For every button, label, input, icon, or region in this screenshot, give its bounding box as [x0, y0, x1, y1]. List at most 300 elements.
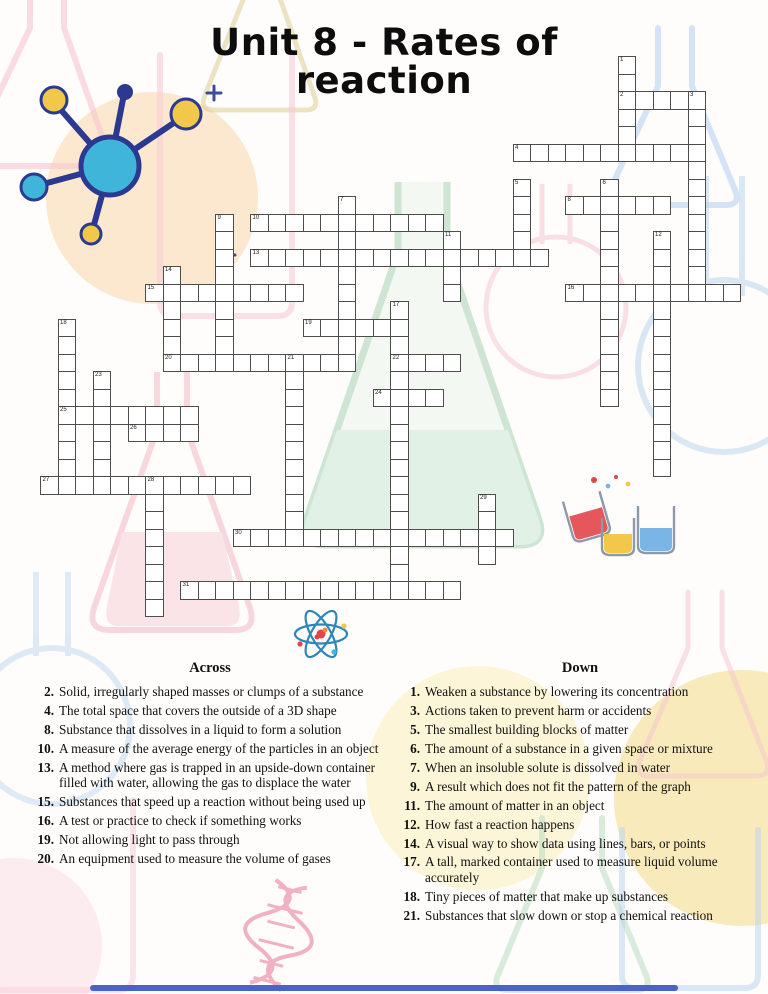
grid-cell[interactable]	[58, 336, 77, 355]
grid-cell[interactable]	[618, 284, 637, 303]
grid-cell[interactable]	[303, 529, 322, 548]
grid-cell[interactable]	[355, 319, 374, 338]
grid-cell[interactable]	[93, 424, 112, 443]
grid-cell[interactable]	[58, 371, 77, 390]
grid-cell[interactable]	[373, 319, 392, 338]
grid-cell[interactable]	[250, 581, 269, 600]
grid-cell[interactable]	[600, 389, 619, 408]
grid-cell[interactable]	[408, 249, 427, 268]
grid-cell[interactable]	[268, 284, 287, 303]
grid-cell[interactable]	[373, 389, 392, 408]
grid-cell[interactable]	[478, 546, 497, 565]
grid-cell[interactable]	[425, 529, 444, 548]
grid-cell[interactable]	[530, 144, 549, 163]
grid-cell[interactable]	[58, 354, 77, 373]
grid-cell[interactable]	[180, 476, 199, 495]
grid-cell[interactable]	[145, 581, 164, 600]
down-header: Down	[561, 660, 599, 676]
grid-cell[interactable]	[145, 406, 164, 425]
grid-cell[interactable]	[338, 231, 357, 250]
grid-cell[interactable]	[408, 389, 427, 408]
grid-cell[interactable]	[320, 249, 339, 268]
grid-cell[interactable]	[390, 371, 409, 390]
grid-cell[interactable]	[163, 354, 182, 373]
grid-cell[interactable]	[390, 441, 409, 460]
grid-cell[interactable]	[390, 424, 409, 443]
grid-cell[interactable]	[233, 476, 252, 495]
clue-number: 21.	[403, 907, 420, 923]
grid-cell[interactable]	[513, 179, 532, 198]
grid-cell[interactable]	[320, 214, 339, 233]
grid-cell[interactable]	[268, 249, 287, 268]
grid-cell[interactable]	[478, 529, 497, 548]
grid-cell[interactable]	[233, 354, 252, 373]
grid-cell[interactable]	[338, 284, 357, 303]
grid-cell[interactable]	[670, 284, 689, 303]
clue-item	[400, 741, 760, 756]
grid-cell[interactable]	[600, 319, 619, 338]
grid-cell[interactable]	[338, 266, 357, 285]
clue-text: Solid, irregularly shaped masses or clumps of a substance	[59, 684, 364, 699]
grid-cell[interactable]	[285, 389, 304, 408]
grid-cell[interactable]	[93, 389, 112, 408]
grid-cell[interactable]	[653, 371, 672, 390]
grid-cell[interactable]	[390, 301, 409, 320]
grid-cell[interactable]	[285, 249, 304, 268]
grid-cell[interactable]	[653, 196, 672, 215]
grid-cell[interactable]	[495, 529, 514, 548]
grid-cell[interactable]	[58, 441, 77, 460]
grid-cell[interactable]	[110, 406, 129, 425]
grid-cell[interactable]	[338, 301, 357, 320]
grid-cell[interactable]	[338, 319, 357, 338]
grid-cell[interactable]	[250, 284, 269, 303]
grid-cell[interactable]	[390, 494, 409, 513]
grid-cell[interactable]	[250, 529, 269, 548]
grid-cell[interactable]	[215, 266, 234, 285]
grid-cell[interactable]	[128, 476, 147, 495]
grid-cell-number: 24	[375, 389, 382, 396]
grid-cell[interactable]	[600, 266, 619, 285]
grid-cell[interactable]	[285, 371, 304, 390]
grid-cell[interactable]	[390, 406, 409, 425]
grid-cell[interactable]	[425, 389, 444, 408]
clue-number: 18.	[403, 888, 420, 904]
grid-cell-number: 25	[60, 407, 67, 413]
grid-cell[interactable]	[600, 196, 619, 215]
grid-cell[interactable]	[198, 476, 217, 495]
clue-item	[34, 741, 386, 756]
grid-cell[interactable]	[425, 354, 444, 373]
grid-cell-number: 7	[340, 197, 344, 203]
grid-cell[interactable]	[653, 424, 672, 443]
grid-cell[interactable]	[145, 284, 164, 303]
grid-cell[interactable]	[653, 266, 672, 285]
grid-cell[interactable]	[443, 354, 462, 373]
grid-cell[interactable]	[390, 249, 409, 268]
grid-cell[interactable]	[163, 336, 182, 355]
grid-cell[interactable]	[145, 424, 164, 443]
grid-cell[interactable]	[285, 284, 304, 303]
grid-cell[interactable]	[688, 284, 707, 303]
grid-cell[interactable]	[303, 354, 322, 373]
grid-cell[interactable]	[688, 144, 707, 163]
grid-cell[interactable]	[635, 144, 654, 163]
grid-cell[interactable]	[145, 511, 164, 530]
grid-cell[interactable]	[390, 336, 409, 355]
clue-number: 4.	[44, 702, 54, 718]
grid-cell[interactable]	[215, 336, 234, 355]
grid-cell[interactable]	[390, 511, 409, 530]
grid-cell[interactable]	[548, 144, 567, 163]
grid-cell[interactable]	[600, 249, 619, 268]
grid-cell[interactable]	[443, 231, 462, 250]
clue-number: 5.	[410, 721, 420, 737]
grid-cell[interactable]	[338, 354, 357, 373]
clue-item	[400, 779, 760, 794]
grid-cell[interactable]	[513, 231, 532, 250]
grid-cell[interactable]	[390, 459, 409, 478]
grid-cell[interactable]	[163, 301, 182, 320]
clue-text: A measure of the average energy of the particles in an object	[59, 740, 379, 756]
grid-cell[interactable]	[145, 529, 164, 548]
grid-cell[interactable]	[653, 301, 672, 320]
grid-cell[interactable]	[58, 389, 77, 408]
clue-item	[34, 851, 386, 866]
grid-cell[interactable]	[653, 319, 672, 338]
grid-cell[interactable]	[705, 284, 724, 303]
clue-item	[400, 836, 760, 851]
grid-cell[interactable]	[688, 249, 707, 268]
grid-cell[interactable]	[93, 441, 112, 460]
grid-cell[interactable]	[688, 196, 707, 215]
grid-cell[interactable]	[338, 581, 357, 600]
grid-cell[interactable]	[268, 354, 287, 373]
grid-cell[interactable]	[93, 371, 112, 390]
clue-number: 6.	[410, 740, 420, 756]
grid-cell-number: 22	[392, 354, 400, 361]
grid-cell[interactable]	[128, 424, 147, 443]
grid-cell[interactable]	[478, 249, 497, 268]
grid-cell[interactable]	[618, 126, 637, 145]
grid-cell-number: 30	[235, 529, 242, 536]
grid-cell[interactable]	[373, 214, 392, 233]
grid-cell[interactable]	[600, 336, 619, 355]
grid-cell[interactable]	[93, 406, 112, 425]
grid-cell[interactable]	[723, 284, 742, 303]
grid-cell[interactable]	[145, 564, 164, 583]
clue-text: Not allowing light to pass through	[59, 832, 240, 847]
grid-cell[interactable]	[215, 284, 234, 303]
grid-cell[interactable]	[443, 284, 462, 303]
grid-cell[interactable]	[565, 284, 584, 303]
grid-cell[interactable]	[145, 494, 164, 513]
grid-cell[interactable]	[653, 249, 672, 268]
beakers-icon	[556, 472, 676, 572]
grid-cell[interactable]	[285, 476, 304, 495]
grid-cell[interactable]	[373, 581, 392, 600]
grid-cell[interactable]	[618, 109, 637, 128]
grid-cell[interactable]	[618, 144, 637, 163]
grid-cell[interactable]	[390, 529, 409, 548]
grid-cell[interactable]	[565, 196, 584, 215]
grid-cell[interactable]	[180, 424, 199, 443]
grid-cell[interactable]	[93, 459, 112, 478]
grid-cell[interactable]	[215, 301, 234, 320]
grid-cell[interactable]	[110, 476, 129, 495]
grid-cell[interactable]	[338, 529, 357, 548]
grid-cell[interactable]	[688, 231, 707, 250]
grid-cell[interactable]	[600, 144, 619, 163]
grid-cell[interactable]	[688, 266, 707, 285]
grid-cell[interactable]	[215, 319, 234, 338]
grid-cell[interactable]	[75, 476, 94, 495]
grid-cell[interactable]	[390, 581, 409, 600]
clue-number: 13.	[37, 759, 54, 775]
clue-item	[400, 889, 760, 904]
grid-cell[interactable]	[600, 179, 619, 198]
grid-cell[interactable]	[338, 196, 357, 215]
grid-cell[interactable]	[198, 284, 217, 303]
grid-cell[interactable]	[180, 406, 199, 425]
clue-item	[400, 703, 760, 718]
grid-cell[interactable]	[180, 354, 199, 373]
grid-cell[interactable]	[303, 214, 322, 233]
grid-cell[interactable]	[250, 249, 269, 268]
clue-item	[400, 854, 760, 885]
grid-cell[interactable]	[233, 529, 252, 548]
clue-item	[34, 760, 386, 791]
grid-cell[interactable]	[583, 284, 602, 303]
grid-cell[interactable]	[355, 249, 374, 268]
grid-cell[interactable]	[478, 511, 497, 530]
grid-cell[interactable]	[285, 494, 304, 513]
grid-cell-number: 4	[515, 144, 519, 151]
grid-cell[interactable]	[390, 476, 409, 495]
clue-number: 2.	[44, 684, 54, 699]
grid-cell[interactable]	[58, 476, 77, 495]
clue-number: 3.	[410, 702, 420, 718]
grid-cell[interactable]	[163, 284, 182, 303]
grid-cell[interactable]	[285, 511, 304, 530]
grid-cell[interactable]	[373, 529, 392, 548]
grid-cell[interactable]	[285, 406, 304, 425]
grid-cell[interactable]	[688, 161, 707, 180]
grid-cell[interactable]	[338, 249, 357, 268]
grid-cell[interactable]	[233, 581, 252, 600]
grid-cell[interactable]	[565, 144, 584, 163]
grid-cell[interactable]	[303, 319, 322, 338]
grid-cell[interactable]	[688, 126, 707, 145]
grid-cell[interactable]	[495, 249, 514, 268]
grid-cell[interactable]	[163, 266, 182, 285]
grid-cell[interactable]	[600, 214, 619, 233]
grid-cell[interactable]	[338, 214, 357, 233]
grid-cell[interactable]	[583, 196, 602, 215]
grid-cell[interactable]	[600, 231, 619, 250]
grid-cell[interactable]	[58, 319, 77, 338]
grid-cell[interactable]	[653, 441, 672, 460]
grid-cell[interactable]	[268, 581, 287, 600]
grid-cell[interactable]	[425, 214, 444, 233]
grid-cell[interactable]	[355, 214, 374, 233]
clue-text: A method where gas is trapped in an upside-down container filled with water, allowing the gas to displace the water	[59, 759, 376, 791]
grid-cell[interactable]	[478, 494, 497, 513]
grid-cell[interactable]	[128, 406, 147, 425]
grid-cell[interactable]	[215, 354, 234, 373]
grid-cell[interactable]	[145, 599, 164, 618]
grid-cell[interactable]	[443, 249, 462, 268]
grid-cell[interactable]	[443, 581, 462, 600]
grid-cell[interactable]	[373, 249, 392, 268]
grid-cell[interactable]	[653, 231, 672, 250]
grid-cell[interactable]	[320, 581, 339, 600]
grid-cell[interactable]	[425, 249, 444, 268]
clue-item	[34, 794, 386, 809]
grid-cell[interactable]	[163, 424, 182, 443]
grid-cell[interactable]	[390, 354, 409, 373]
grid-cell[interactable]	[653, 284, 672, 303]
grid-cell[interactable]	[408, 529, 427, 548]
grid-cell[interactable]	[320, 354, 339, 373]
grid-cell-number: 20	[165, 354, 172, 361]
grid-cell[interactable]	[530, 249, 549, 268]
grid-cell[interactable]	[215, 581, 234, 600]
grid-cell-number: 29	[480, 494, 487, 501]
clue-number: 7.	[410, 759, 420, 775]
grid-cell[interactable]	[618, 196, 637, 215]
grid-cell[interactable]	[58, 459, 77, 478]
grid-cell[interactable]	[75, 406, 94, 425]
grid-cell[interactable]	[600, 301, 619, 320]
grid-cell[interactable]	[460, 529, 479, 548]
grid-cell[interactable]	[268, 529, 287, 548]
grid-cell[interactable]	[163, 406, 182, 425]
grid-cell[interactable]	[58, 424, 77, 443]
grid-cell[interactable]	[513, 249, 532, 268]
grid-cell[interactable]	[653, 336, 672, 355]
grid-cell[interactable]	[583, 144, 602, 163]
grid-cell-number: 9	[217, 214, 221, 221]
grid-cell[interactable]	[653, 354, 672, 373]
clue-number: 12.	[403, 816, 420, 832]
clue-number: 8.	[44, 721, 54, 737]
grid-cell[interactable]	[513, 214, 532, 233]
grid-cell[interactable]	[688, 109, 707, 128]
page-title-line2: reaction	[295, 59, 473, 103]
grid-cell[interactable]	[653, 144, 672, 163]
grid-cell[interactable]	[408, 214, 427, 233]
grid-cell-number: 31	[182, 582, 190, 588]
grid-cell[interactable]	[198, 354, 217, 373]
grid-cell-number: 18	[60, 319, 67, 326]
grid-cell[interactable]	[250, 354, 269, 373]
grid-cell[interactable]	[390, 546, 409, 565]
grid-cell[interactable]	[180, 284, 199, 303]
grid-cell[interactable]	[443, 266, 462, 285]
grid-cell[interactable]	[355, 581, 374, 600]
grid-cell[interactable]	[600, 284, 619, 303]
grid-cell[interactable]	[688, 179, 707, 198]
grid-cell[interactable]	[180, 581, 199, 600]
grid-cell[interactable]	[513, 144, 532, 163]
clue-number: 11.	[404, 797, 420, 813]
grid-cell[interactable]	[58, 406, 77, 425]
grid-cell[interactable]	[145, 546, 164, 565]
grid-cell[interactable]	[163, 319, 182, 338]
grid-cell[interactable]	[653, 406, 672, 425]
clue-text: How fast a reaction happens	[425, 816, 575, 832]
grid-cell[interactable]	[390, 319, 409, 338]
grid-cell[interactable]	[145, 476, 164, 495]
grid-cell[interactable]	[163, 476, 182, 495]
grid-cell[interactable]	[670, 144, 689, 163]
grid-cell[interactable]	[285, 424, 304, 443]
grid-cell[interactable]	[285, 441, 304, 460]
grid-cell[interactable]	[303, 249, 322, 268]
grid-cell[interactable]	[425, 581, 444, 600]
grid-cell[interactable]	[285, 354, 304, 373]
grid-cell[interactable]	[198, 581, 217, 600]
grid-cell[interactable]	[285, 581, 304, 600]
grid-cell[interactable]	[355, 529, 374, 548]
clue-number: 17.	[403, 854, 420, 870]
clue-number: 9.	[410, 778, 420, 794]
grid-cell[interactable]	[40, 476, 59, 495]
atom-icon	[292, 606, 350, 662]
grid-cell[interactable]	[600, 354, 619, 373]
grid-cell[interactable]	[653, 389, 672, 408]
grid-cell[interactable]	[408, 354, 427, 373]
grid-cell-number: 17	[392, 302, 400, 308]
grid-cell[interactable]	[390, 214, 409, 233]
grid-cell[interactable]	[338, 336, 357, 355]
grid-cell[interactable]	[460, 249, 479, 268]
grid-cell[interactable]	[250, 214, 269, 233]
grid-cell[interactable]	[390, 564, 409, 583]
across-list	[34, 684, 386, 866]
grid-cell[interactable]	[320, 319, 339, 338]
grid-cell[interactable]	[268, 214, 287, 233]
grid-cell[interactable]	[390, 389, 409, 408]
grid-cell[interactable]	[215, 249, 234, 268]
grid-cell[interactable]	[285, 214, 304, 233]
grid-cell[interactable]	[233, 284, 252, 303]
grid-cell[interactable]	[688, 214, 707, 233]
grid-cell[interactable]	[635, 196, 654, 215]
grid-cell[interactable]	[215, 214, 234, 233]
clue-item	[400, 684, 760, 699]
grid-cell-number: 16	[567, 284, 575, 291]
grid-cell[interactable]	[285, 529, 304, 548]
grid-cell[interactable]	[320, 529, 339, 548]
grid-cell[interactable]	[635, 284, 654, 303]
page-title-line1: Unit 8 - Rates of	[210, 21, 558, 64]
grid-cell-number: 6	[602, 179, 606, 186]
grid-cell[interactable]	[215, 476, 234, 495]
clue-item	[34, 832, 386, 847]
grid-cell[interactable]	[285, 459, 304, 478]
grid-cell[interactable]	[443, 529, 462, 548]
grid-cell[interactable]	[215, 231, 234, 250]
grid-cell[interactable]	[303, 581, 322, 600]
grid-cell-number: 5	[515, 179, 519, 186]
grid-cell[interactable]	[408, 581, 427, 600]
grid-cell[interactable]	[600, 371, 619, 390]
grid-cell[interactable]	[93, 476, 112, 495]
grid-cell[interactable]	[513, 196, 532, 215]
clue-text: A result which does not fit the pattern of the graph	[425, 778, 691, 794]
